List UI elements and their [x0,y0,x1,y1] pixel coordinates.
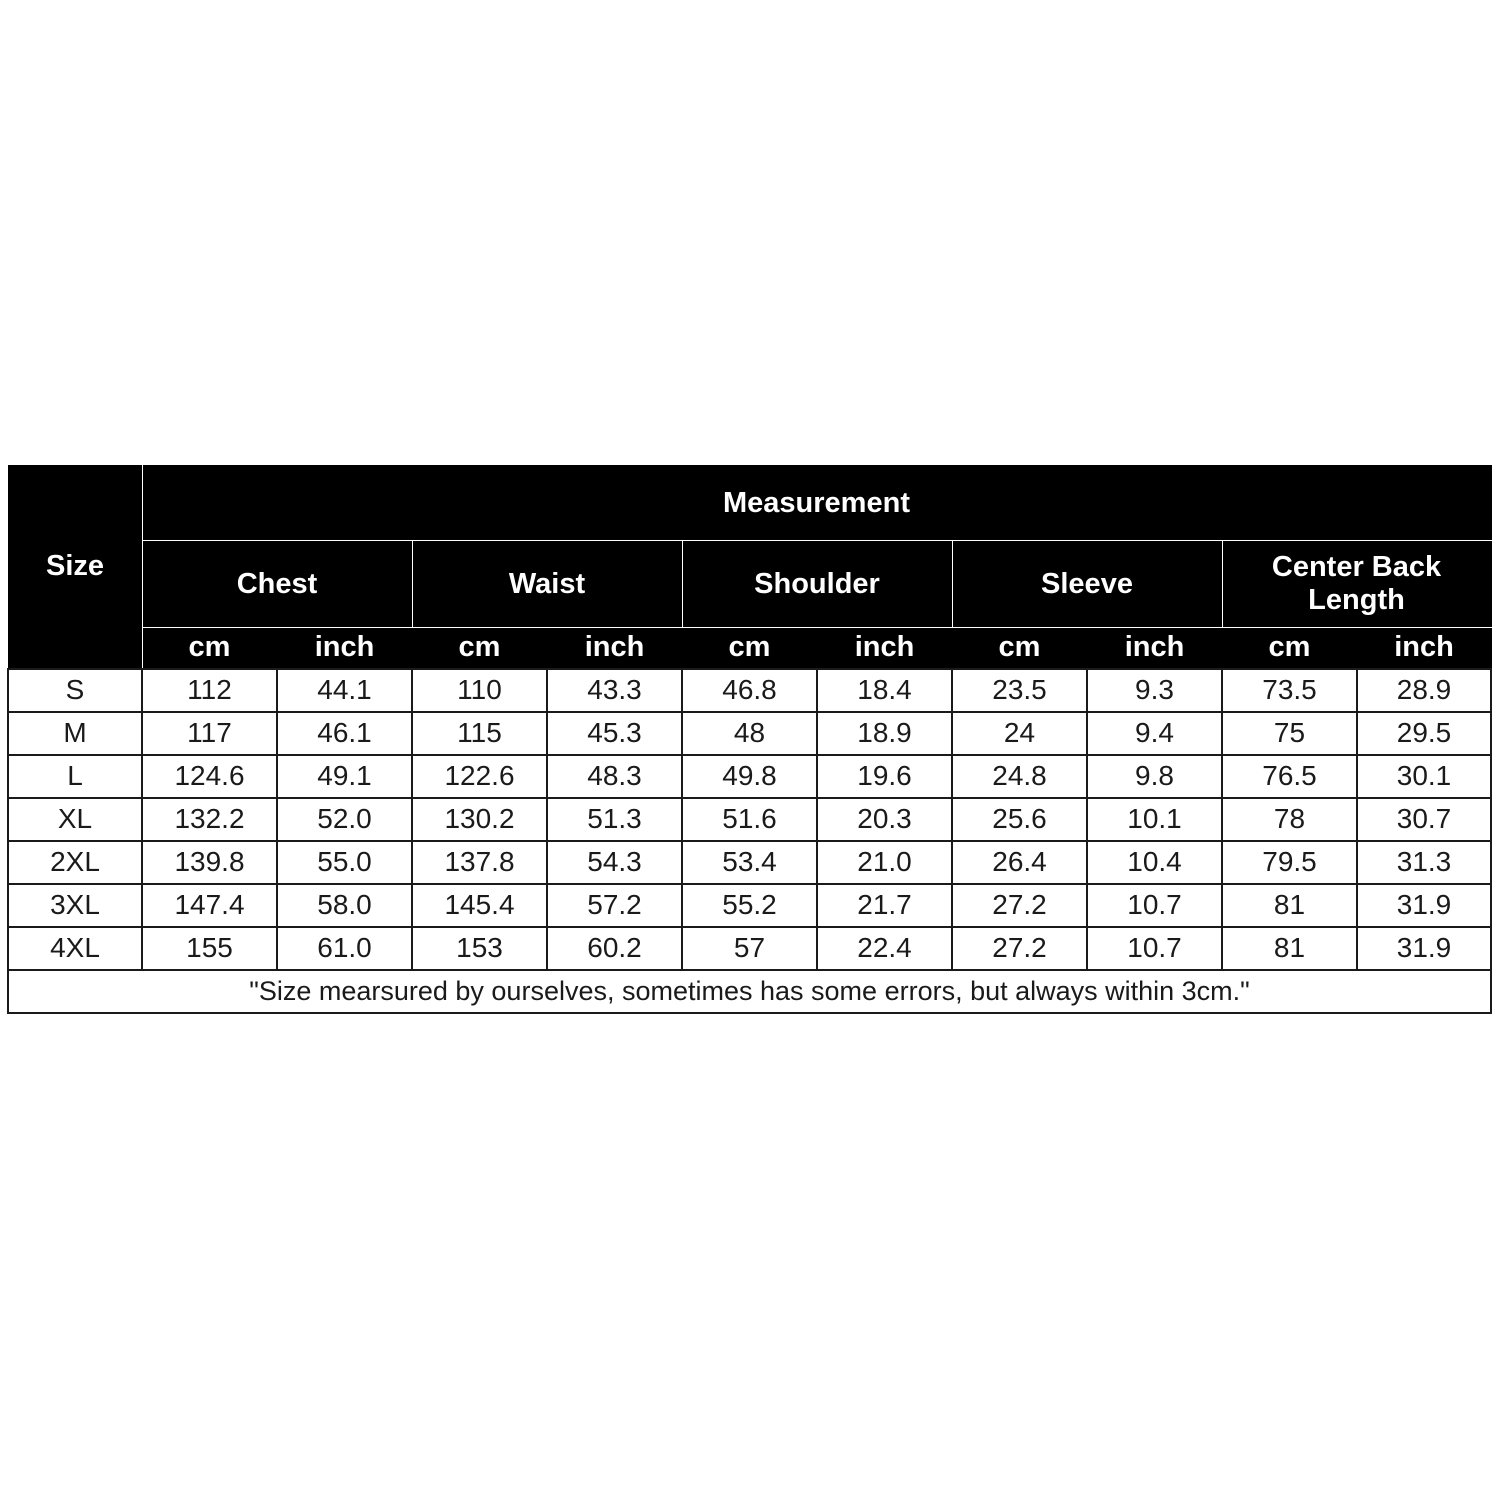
value-cell: 27.2 [952,884,1087,927]
value-cell: 117 [142,712,277,755]
value-cell: 51.6 [682,798,817,841]
value-cell: 26.4 [952,841,1087,884]
value-cell: 48.3 [547,755,682,798]
size-cell: 3XL [8,884,142,927]
size-cell: 2XL [8,841,142,884]
value-cell: 137.8 [412,841,547,884]
value-cell: 73.5 [1222,669,1357,712]
table-row [8,669,1491,712]
value-cell: 145.4 [412,884,547,927]
cm-unit-header: cm [1222,628,1357,669]
group-header-sleeve: Sleeve [952,541,1222,628]
group-header-chest: Chest [142,541,412,628]
value-cell: 122.6 [412,755,547,798]
value-cell: 81 [1222,884,1357,927]
value-cell: 81 [1222,927,1357,970]
value-cell: 20.3 [817,798,952,841]
table-body [8,669,1491,970]
value-cell: 60.2 [547,927,682,970]
value-cell: 75 [1222,712,1357,755]
value-cell: 155 [142,927,277,970]
value-cell: 27.2 [952,927,1087,970]
value-cell: 115 [412,712,547,755]
cm-unit-header: cm [142,628,277,669]
value-cell: 18.4 [817,669,952,712]
value-cell: 58.0 [277,884,412,927]
value-cell: 31.9 [1357,884,1491,927]
value-cell: 57.2 [547,884,682,927]
value-cell: 55.2 [682,884,817,927]
value-cell: 130.2 [412,798,547,841]
value-cell: 51.3 [547,798,682,841]
value-cell: 76.5 [1222,755,1357,798]
value-cell: 21.0 [817,841,952,884]
size-cell: 4XL [8,927,142,970]
value-cell: 52.0 [277,798,412,841]
value-cell: 46.1 [277,712,412,755]
table-row [8,841,1491,884]
inch-unit-header: inch [277,628,412,669]
value-cell: 22.4 [817,927,952,970]
value-cell: 132.2 [142,798,277,841]
value-cell: 10.1 [1087,798,1222,841]
inch-unit-header: inch [547,628,682,669]
cm-unit-header: cm [952,628,1087,669]
value-cell: 19.6 [817,755,952,798]
measurement-header: Measurement [142,466,1491,541]
value-cell: 54.3 [547,841,682,884]
value-cell: 31.3 [1357,841,1491,884]
table-row [8,755,1491,798]
value-cell: 78 [1222,798,1357,841]
value-cell: 110 [412,669,547,712]
value-cell: 49.8 [682,755,817,798]
table-row [8,712,1491,755]
group-header-center-back-length: Center Back Length [1222,541,1491,628]
value-cell: 24.8 [952,755,1087,798]
value-cell: 9.8 [1087,755,1222,798]
value-cell: 29.5 [1357,712,1491,755]
value-cell: 9.3 [1087,669,1222,712]
value-cell: 112 [142,669,277,712]
inch-unit-header: inch [1357,628,1491,669]
size-chart-table [7,465,1492,1014]
value-cell: 21.7 [817,884,952,927]
inch-unit-header: inch [817,628,952,669]
value-cell: 44.1 [277,669,412,712]
value-cell: 79.5 [1222,841,1357,884]
size-cell: S [8,669,142,712]
group-header-shoulder: Shoulder [682,541,952,628]
value-cell: 31.9 [1357,927,1491,970]
size-cell: XL [8,798,142,841]
size-cell: L [8,755,142,798]
table-header [8,466,1491,669]
measurement-note: "Size mearsured by ourselves, sometimes has some errors, but always within 3cm." [8,970,1491,1013]
value-cell: 28.9 [1357,669,1491,712]
table-row [8,927,1491,970]
value-cell: 25.6 [952,798,1087,841]
value-cell: 57 [682,927,817,970]
units-row [8,628,1491,669]
size-column-header: Size [8,466,142,669]
value-cell: 30.7 [1357,798,1491,841]
value-cell: 10.4 [1087,841,1222,884]
cm-unit-header: cm [412,628,547,669]
table-row [8,884,1491,927]
value-cell: 53.4 [682,841,817,884]
value-cell: 46.8 [682,669,817,712]
group-header-waist: Waist [412,541,682,628]
inch-unit-header: inch [1087,628,1222,669]
cm-unit-header: cm [682,628,817,669]
value-cell: 43.3 [547,669,682,712]
value-cell: 23.5 [952,669,1087,712]
value-cell: 10.7 [1087,884,1222,927]
value-cell: 124.6 [142,755,277,798]
table-row [8,798,1491,841]
value-cell: 147.4 [142,884,277,927]
size-cell: M [8,712,142,755]
value-cell: 153 [412,927,547,970]
value-cell: 49.1 [277,755,412,798]
value-cell: 24 [952,712,1087,755]
measurement-groups-row [8,541,1491,628]
value-cell: 18.9 [817,712,952,755]
value-cell: 55.0 [277,841,412,884]
value-cell: 48 [682,712,817,755]
value-cell: 10.7 [1087,927,1222,970]
value-cell: 30.1 [1357,755,1491,798]
value-cell: 45.3 [547,712,682,755]
value-cell: 9.4 [1087,712,1222,755]
value-cell: 61.0 [277,927,412,970]
value-cell: 139.8 [142,841,277,884]
